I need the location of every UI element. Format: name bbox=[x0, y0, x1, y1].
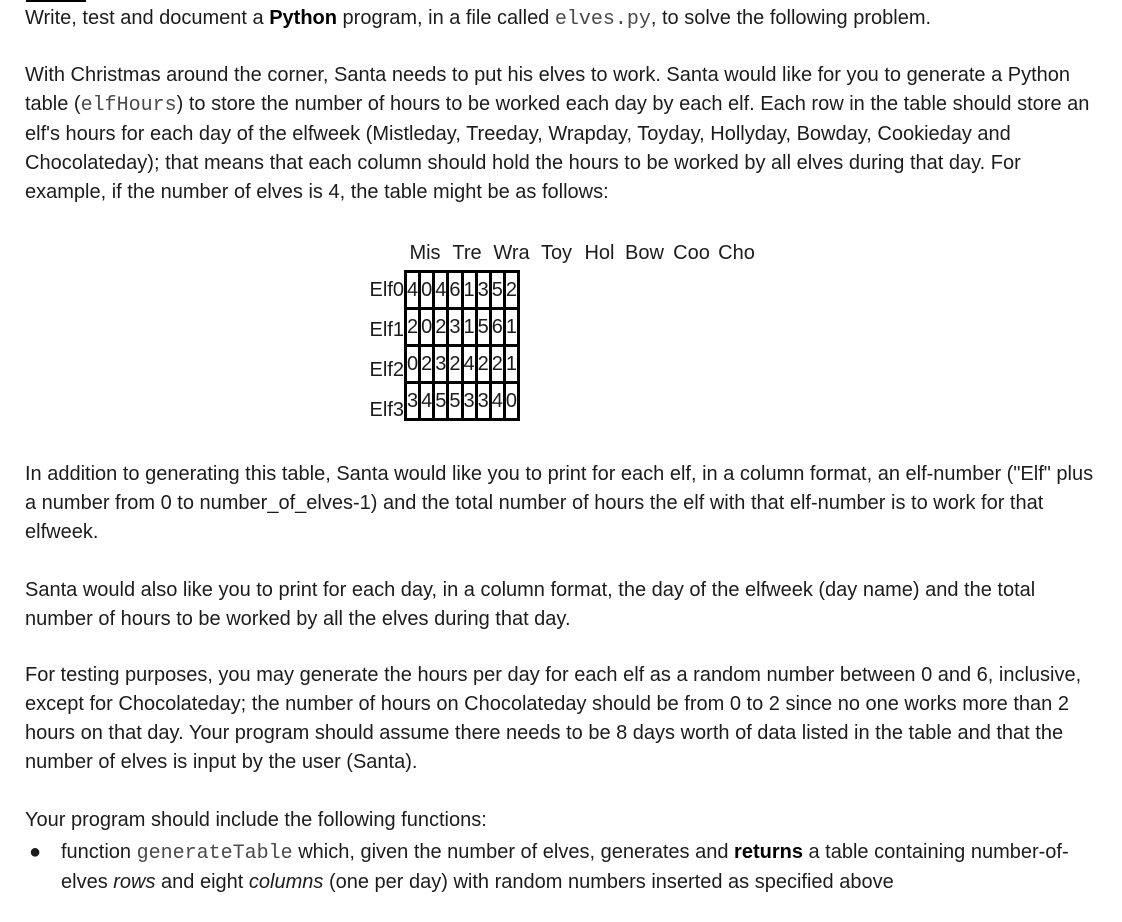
column-header: Mis bbox=[409, 242, 441, 264]
table-cell: 1 bbox=[504, 346, 518, 383]
table-cell: 4 bbox=[490, 383, 504, 420]
variable-code: elfHours bbox=[80, 94, 177, 117]
table-cell: 0 bbox=[406, 346, 420, 383]
table-row bbox=[406, 346, 519, 383]
day-totals-paragraph: Santa would also like you to print for each day, in a column format, the day of the elfweek (day name) and the total number of hours to be worked by all the elves during that day. bbox=[25, 579, 1036, 630]
table-cell: 3 bbox=[434, 346, 448, 383]
table-cell: 4 bbox=[420, 383, 434, 420]
filename-code: elves.py bbox=[554, 8, 651, 31]
functions-paragraph: Your program should include the following functions: bbox=[25, 809, 487, 831]
table-cell: 6 bbox=[448, 272, 462, 309]
table-cell: 4 bbox=[406, 272, 420, 309]
table-cell: 6 bbox=[490, 309, 504, 346]
elf-totals-paragraph: In addition to generating this table, Santa would like you to print for each elf, in a column format, an elf-number ("Elf" plus a number from 0 to number_of_elves-1) and the total number of hours the elf with that elf-number is to work for that elfweek. bbox=[25, 463, 1094, 543]
table-cell: 0 bbox=[420, 309, 434, 346]
table-cell: 2 bbox=[504, 272, 518, 309]
table-cell: 5 bbox=[490, 272, 504, 309]
table-cell: 5 bbox=[476, 309, 490, 346]
column-header: Bow bbox=[625, 242, 664, 264]
table-row bbox=[406, 309, 519, 346]
table-cell: 5 bbox=[434, 383, 448, 420]
table-cell: 2 bbox=[448, 346, 462, 383]
column-header: Wra bbox=[493, 242, 530, 264]
testing-paragraph: For testing purposes, you may generate the hours per day for each elf as a random number between 0 and 6, inclusive, except for Chocolateday; the number of hours on Chocolateday should be from 0 to 2 since no one works more than 2 hours on that day. Your program should assume there needs to be 8 days worth of data listed in the table and that the number of elves is input by the user (Santa). bbox=[25, 664, 1082, 773]
table-cell: 2 bbox=[490, 346, 504, 383]
table-cell: 4 bbox=[462, 346, 476, 383]
column-header: Toy bbox=[540, 242, 573, 264]
row-label: Elf3 bbox=[369, 399, 404, 421]
table-cell: 3 bbox=[406, 383, 420, 420]
table-cell: 1 bbox=[462, 309, 476, 346]
problem-paragraph: With Christmas around the corner, Santa needs to put his elves to work. Santa would like for you to generate a Python table (elfHours) to store the number of hours to be worked each day by each elf. Each row in the table should store an elf's hours for each day of the elfweek (Mistleday, Treeday, Wrapday, Toyday, Hollyday, Bowday, Cookieday and Chocolateday); that means that each column should hold the hours to be worked by all elves during that day. For example, if the number of elves is 4, the table might be as follows: bbox=[25, 64, 1090, 203]
intro-paragraph: Write, test and document a Python program, in a file called elves.py, to solve the following problem. bbox=[25, 7, 932, 31]
column-header: Coo bbox=[673, 242, 710, 264]
row-label: Elf0 bbox=[369, 279, 404, 301]
table-cell: 3 bbox=[476, 272, 490, 309]
table-cell: 3 bbox=[448, 309, 462, 346]
table-cell: 2 bbox=[406, 309, 420, 346]
column-header: Tre bbox=[452, 242, 482, 264]
table-cell: 5 bbox=[448, 383, 462, 420]
bullet-icon: ● bbox=[29, 841, 42, 863]
table-row bbox=[406, 272, 519, 309]
table-cell: 2 bbox=[476, 346, 490, 383]
table-cell: 2 bbox=[420, 346, 434, 383]
table-cell: 0 bbox=[504, 383, 518, 420]
table-cell: 4 bbox=[434, 272, 448, 309]
table-cell: 3 bbox=[462, 383, 476, 420]
table-cell: 1 bbox=[462, 272, 476, 309]
column-header: Cho bbox=[718, 242, 755, 264]
row-label: Elf2 bbox=[369, 359, 404, 381]
table-row bbox=[406, 383, 519, 420]
table-cell: 3 bbox=[476, 383, 490, 420]
column-header: Hol bbox=[584, 242, 615, 264]
function-name-code: generateTable bbox=[136, 842, 293, 865]
table-cell: 2 bbox=[434, 309, 448, 346]
top-rule bbox=[26, 0, 86, 2]
table-cell: 0 bbox=[420, 272, 434, 309]
table-cell: 1 bbox=[504, 309, 518, 346]
row-label: Elf1 bbox=[369, 319, 404, 341]
